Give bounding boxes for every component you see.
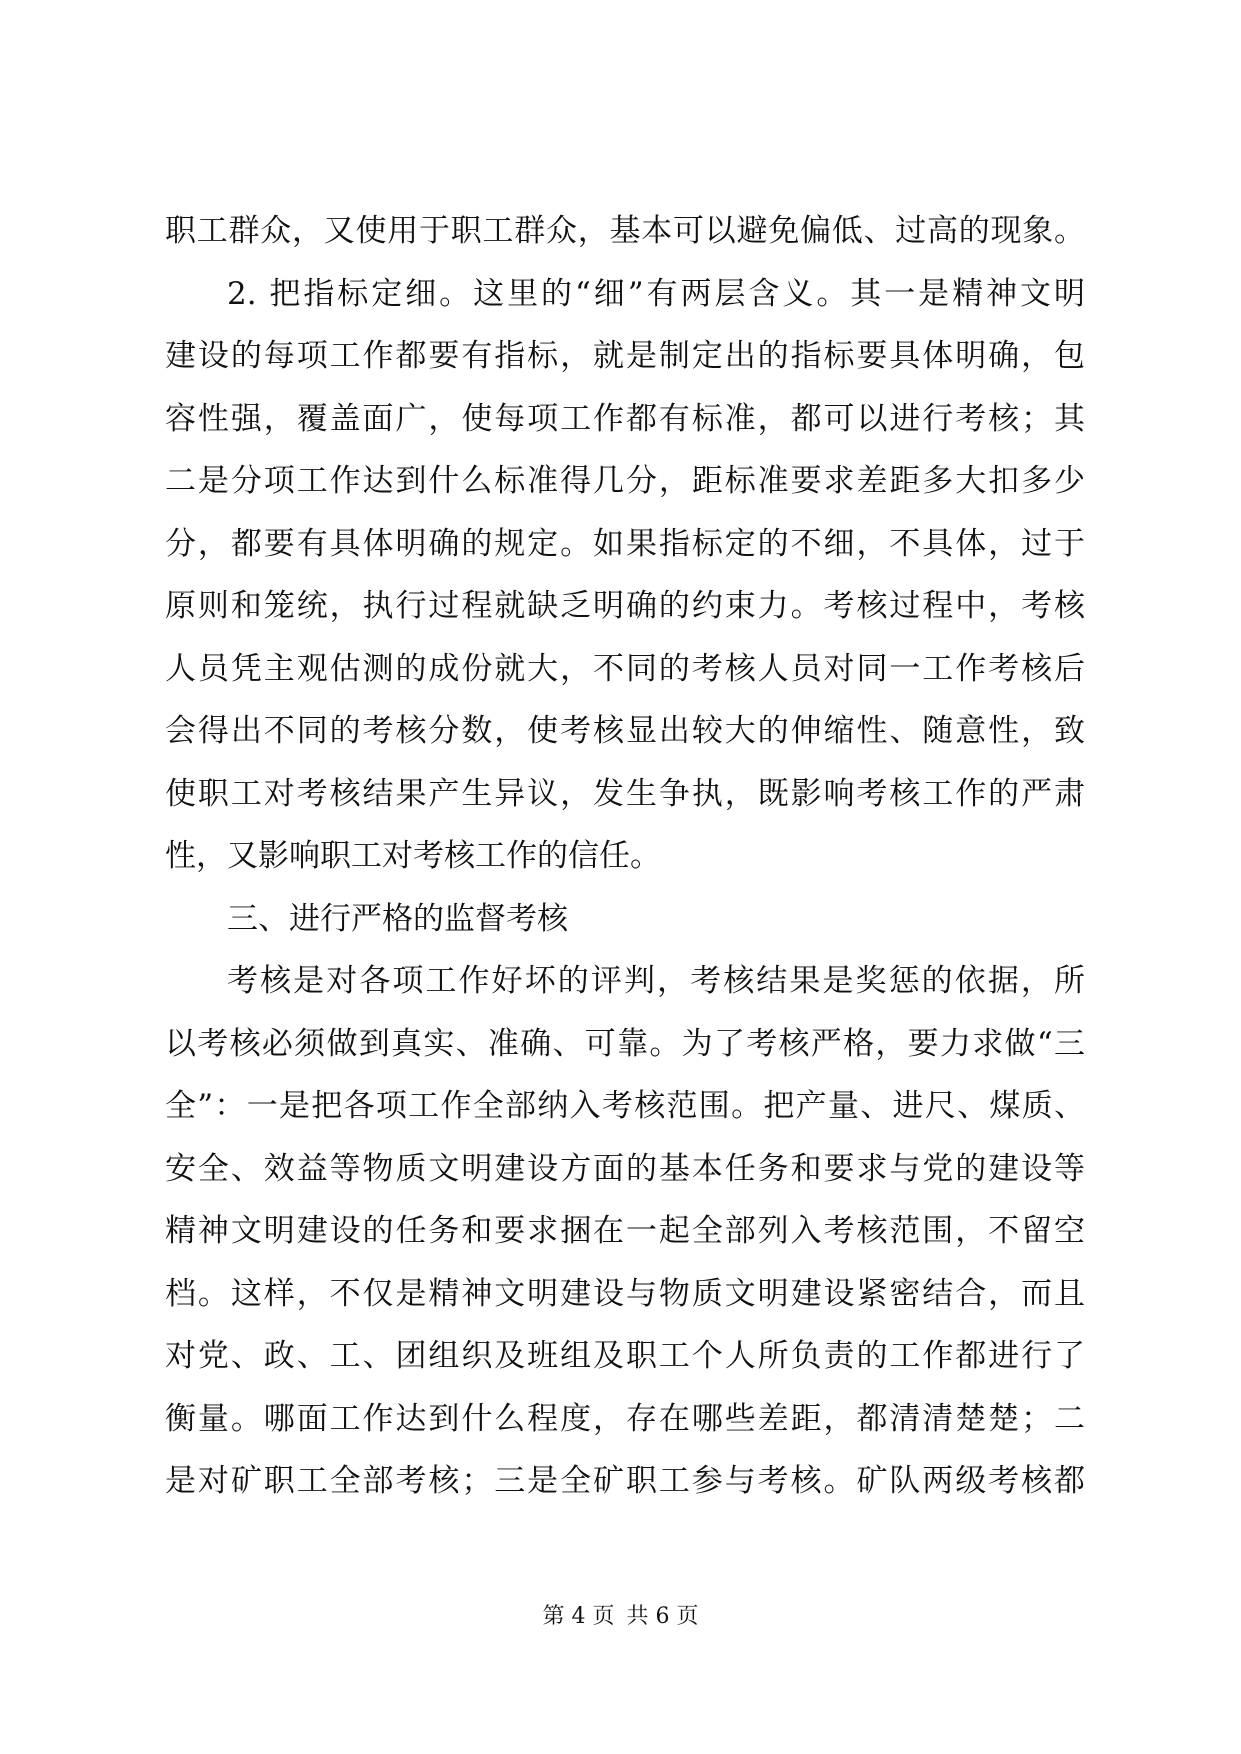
- section-heading: 三、进行严格的监督考核: [227, 900, 568, 937]
- text-line: 2. 把指标定细。这里的“细”有两层含义。其一是精神文明: [227, 275, 1085, 312]
- document-body: [165, 200, 1085, 1513]
- text-line: 全”：一是把各项工作全部纳入考核范围。把产量、进尺、煤质、: [165, 1088, 1085, 1124]
- text-line: 容性强，覆盖面广，使每项工作都有标准，都可以进行考核；其: [165, 400, 1085, 437]
- text-line: 会得出不同的考核分数，使考核显出较大的伸缩性、随意性，致: [165, 713, 1085, 749]
- text-line: 建设的每项工作都要有指标，就是制定出的指标要具体明确，包: [165, 338, 1085, 374]
- text-line: 使职工对考核结果产生异议，发生争执，既影响考核工作的严肃: [165, 775, 1085, 812]
- text-line: 职工群众，又使用于职工群众，基本可以避免偏低、过高的现象。: [165, 213, 1085, 249]
- page-number-total: 共 6 页: [626, 1604, 699, 1629]
- text-line: 对党、政、工、团组织及班组及职工个人所负责的工作都进行了: [165, 1338, 1085, 1374]
- page-number-current: 第 4 页: [542, 1604, 615, 1629]
- text-line: 精神文明建设的任务和要求捆在一起全部列入考核范围，不留空: [165, 1213, 1085, 1249]
- text-line: 档。这样，不仅是精神文明建设与物质文明建设紧密结合，而且: [165, 1275, 1085, 1312]
- text-line: 人员凭主观估测的成份就大，不同的考核人员对同一工作考核后: [165, 650, 1085, 687]
- page-footer: [0, 1602, 1241, 1632]
- text-line: 性，又影响职工对考核工作的信任。: [165, 838, 661, 874]
- text-line: 是对矿职工全部考核；三是全矿职工参与考核。矿队两级考核都: [165, 1463, 1085, 1499]
- text-line: 原则和笼统，执行过程就缺乏明确的约束力。考核过程中，考核: [165, 588, 1085, 624]
- text-line: 安全、效益等物质文明建设方面的基本任务和要求与党的建设等: [165, 1150, 1085, 1187]
- text-line: 考核是对各项工作好坏的评判，考核结果是奖惩的依据，所: [227, 963, 1085, 999]
- text-line: 分，都要有具体明确的规定。如果指标定的不细，不具体，过于: [165, 525, 1085, 562]
- text-line: 衡量。哪面工作达到什么程度，存在哪些差距，都清清楚楚；二: [165, 1400, 1085, 1437]
- text-line: 以考核必须做到真实、准确、可靠。为了考核严格，要力求做“三: [165, 1025, 1085, 1062]
- text-line: 二是分项工作达到什么标准得几分，距标准要求差距多大扣多少: [165, 463, 1085, 499]
